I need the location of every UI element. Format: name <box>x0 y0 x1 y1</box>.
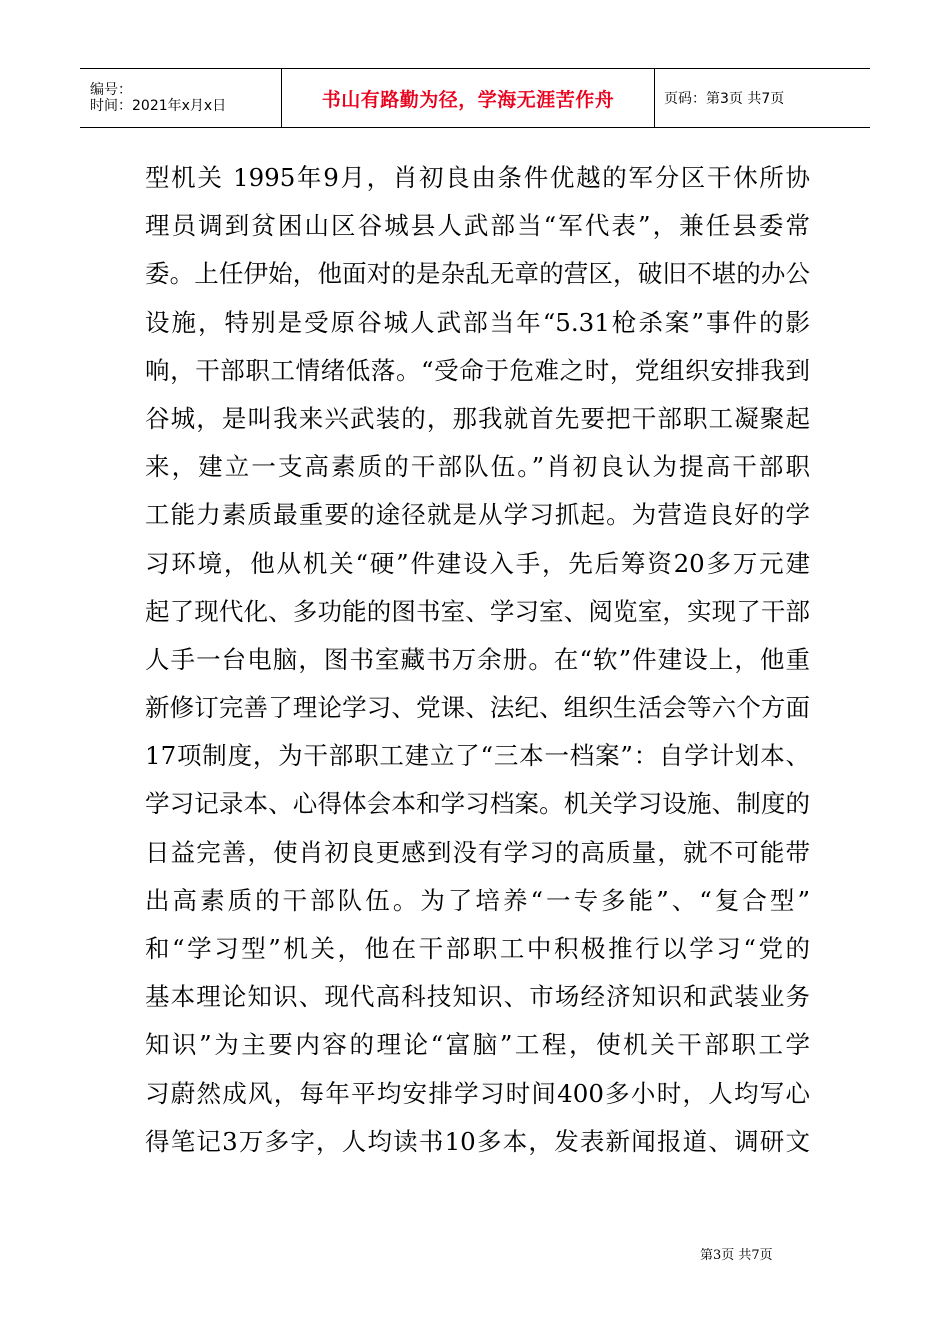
document-number-label: 编号： <box>90 82 132 98</box>
text-line: 日益完善，使肖初良更感到没有学习的高质量，就不可能带 <box>145 837 810 867</box>
text-line: 来，建立一支高素质的干部队伍。”肖初良认为提高干部职 <box>145 452 810 482</box>
text-line: 学习记录本、心得体会本和学习档案。机关学习设施、制度的 <box>145 789 810 819</box>
header-meta <box>80 69 282 127</box>
text-line: 习蔚然成风，每年平均安排学习时间400多小时，人均写心 <box>145 1078 810 1108</box>
text-line: 响，干部职工情绪低落。“受命于危难之时，党组织安排我到 <box>145 355 810 385</box>
page-header <box>80 68 870 128</box>
text-line: 新修订完善了理论学习、党课、法纪、组织生活会等六个方面 <box>145 693 810 723</box>
text-line: 工能力素质最重要的途径就是从学习抓起。为营造良好的学 <box>145 500 810 530</box>
text-line: 人手一台电脑，图书室藏书万余册。在“软”件建设上，他重 <box>145 644 810 674</box>
text-line: 17项制度，为干部职工建立了“三本一档案”：自学计划本、 <box>145 741 810 771</box>
header-motto: 书山有路勤为径，学海无涯苦作舟 <box>282 69 655 127</box>
text-line: 出高素质的干部队伍。为了培养“一专多能”、“复合型” <box>145 885 810 915</box>
text-line: 得笔记3万多字，人均读书10多本，发表新闻报道、调研文 <box>145 1126 810 1156</box>
text-line: 设施，特别是受原谷城人武部当年“5.31枪杀案”事件的影 <box>145 307 810 337</box>
page-footer-number: 第3页 共7页 <box>700 1248 773 1263</box>
text-line: 起了现代化、多功能的图书室、学习室、阅览室，实现了干部 <box>145 596 810 626</box>
text-line: 委。上任伊始，他面对的是杂乱无章的营区，破旧不堪的办公 <box>145 259 810 289</box>
text-line: 理员调到贫困山区谷城县人武部当“军代表”，兼任县委常 <box>145 211 810 241</box>
header-page-number: 页码：第3页 共7页 <box>664 91 785 107</box>
document-body <box>145 154 810 1166</box>
text-line: 和“学习型”机关，他在干部职工中积极推行以学习“党的 <box>145 934 810 963</box>
text-line: 基本理论知识、现代高科技知识、市场经济知识和武装业务 <box>145 982 810 1012</box>
text-line: 型机关 1995年9月，肖初良由条件优越的军分区干休所协 <box>145 163 810 192</box>
text-line: 知识”为主要内容的理论“富脑”工程，使机关干部职工学 <box>145 1030 810 1060</box>
text-line: 谷城，是叫我来兴武装的，那我就首先要把干部职工凝聚起 <box>145 403 810 433</box>
document-date-label: 时间：2021年x月x日 <box>90 98 227 114</box>
text-line: 习环境，他从机关“硬”件建设入手，先后筹资20多万元建 <box>145 548 810 578</box>
